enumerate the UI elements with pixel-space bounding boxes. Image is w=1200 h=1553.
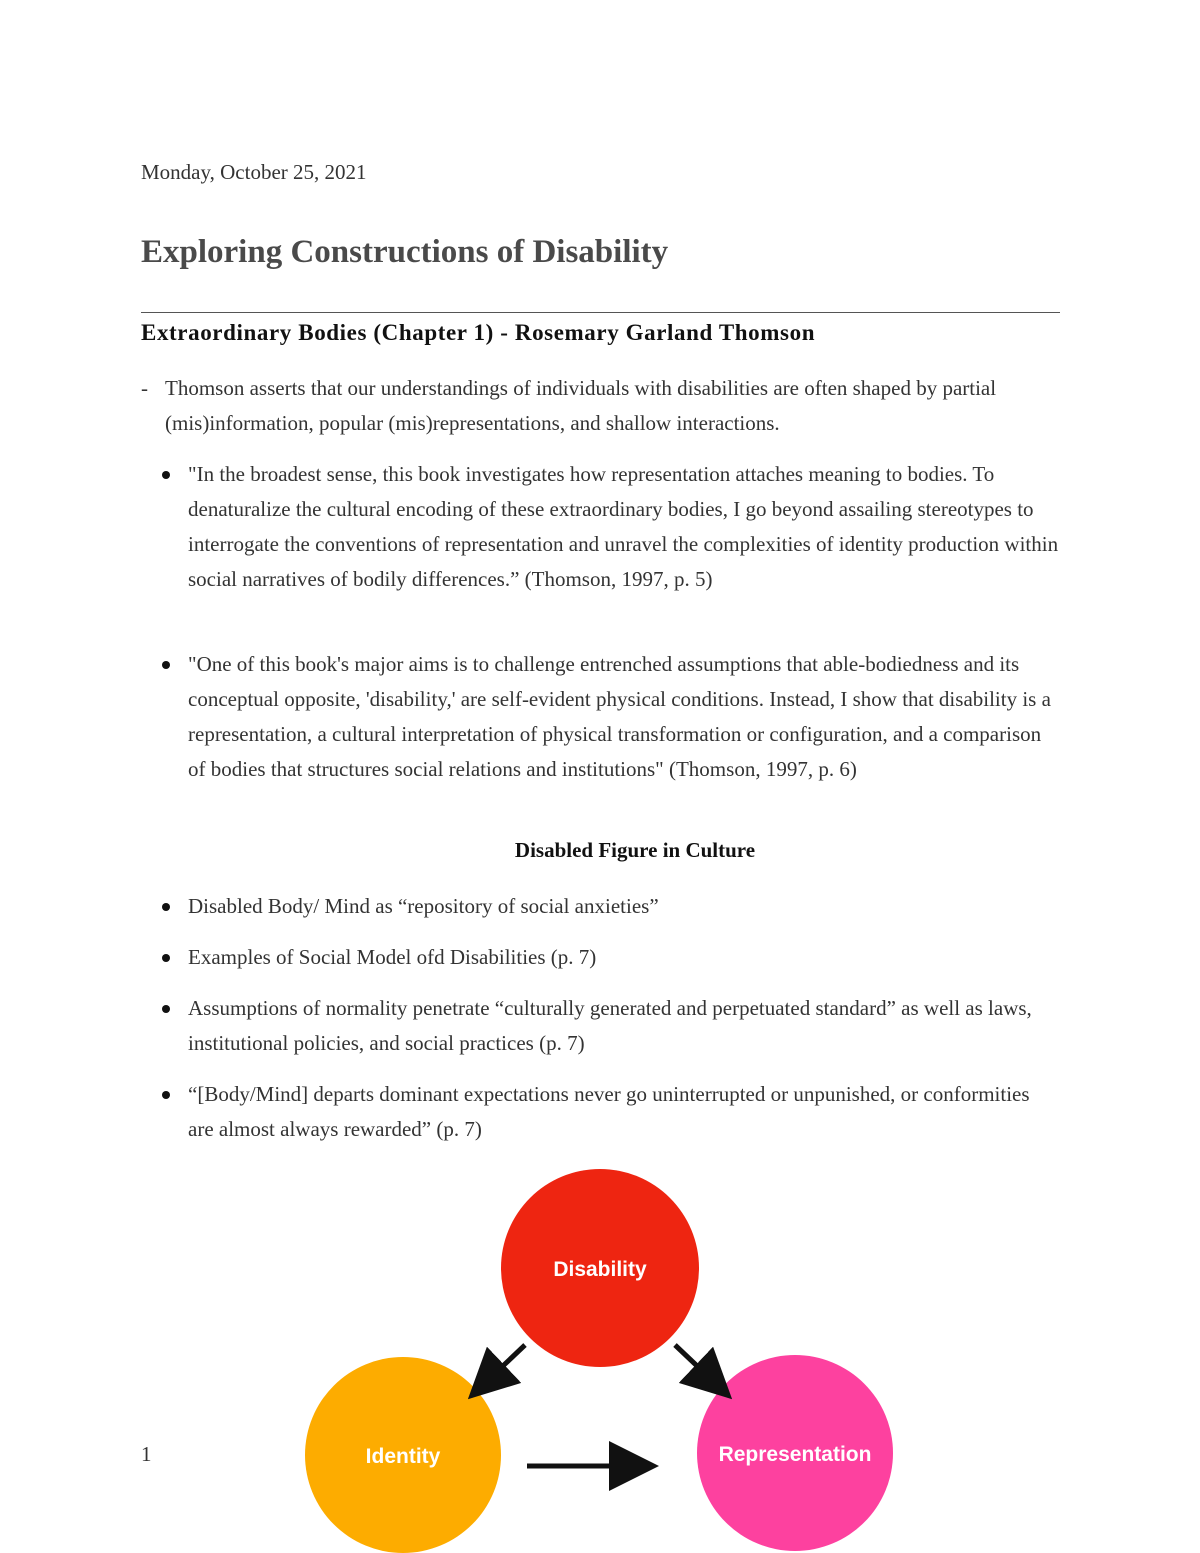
quote-text: "One of this book's major aims is to challenge entrenched assumptions that able-bodiedness and its conceptual opposite, 'disability,' are self-evident physical conditions. Instead, I show that disability is a representation, a cultural interpretation of physical transformation or configuration, and a comparison of bodies that structures social relations and institutions" (Thomson, 1997, p. 6) [188, 652, 1051, 781]
intro-text: Thomson asserts that our understandings of individuals with disabilities are often shaped by partial (mis)information, popular (mis)representations, and shallow interactions. [165, 376, 997, 435]
arrow-disability-to-identity [486, 1345, 525, 1382]
bullet-dot-icon [162, 954, 170, 962]
date-line: Monday, October 25, 2021 [141, 160, 367, 184]
list-item-text: Disabled Body/ Mind as “repository of social anxieties” [188, 894, 659, 918]
quote-text: "In the broadest sense, this book investigates how representation attaches meaning to bodies. To denaturalize the cultural encoding of these extraordinary bodies, I go beyond assailing stereotypes to interrogate the conventions of representation and unravel the complexities of identity production within social narratives of bodily differences.” (Thomson, 1997, p. 5) [188, 462, 1059, 591]
bullet-dot-icon [162, 471, 170, 479]
page-title: Exploring Constructions of Disability [141, 234, 669, 270]
bullet-dot-icon [162, 903, 170, 911]
list-item-text: Assumptions of normality penetrate “culturally generated and perpetuated standard” as well as laws, institutional policies, and social practices (p. 7) [188, 996, 1032, 1055]
bullet-dot-icon [162, 661, 170, 669]
section-heading: Extraordinary Bodies (Chapter 1) - Rosemary Garland Thomson [141, 320, 816, 345]
subsection-heading: Disabled Figure in Culture [514, 838, 756, 862]
arrow-disability-to-representation [675, 1345, 714, 1382]
identity-node-label: Identity [365, 1445, 441, 1468]
representation-node-label: Representation [718, 1443, 872, 1466]
disability-cycle-diagram [290, 1160, 910, 1553]
list-item-text: “[Body/Mind] departs dominant expectations never go uninterrupted or unpunished, or conformities are almost always rewarded” (p. 7) [188, 1082, 1030, 1141]
bullet-dot-icon [162, 1091, 170, 1099]
title-divider [141, 312, 1060, 313]
dash-bullet: - [141, 376, 148, 400]
bullet-dot-icon [162, 1005, 170, 1013]
list-item-text: Examples of Social Model ofd Disabilities (p. 7) [188, 945, 597, 969]
disability-node-label: Disability [553, 1258, 647, 1281]
page-number: 1 [141, 1442, 152, 1466]
